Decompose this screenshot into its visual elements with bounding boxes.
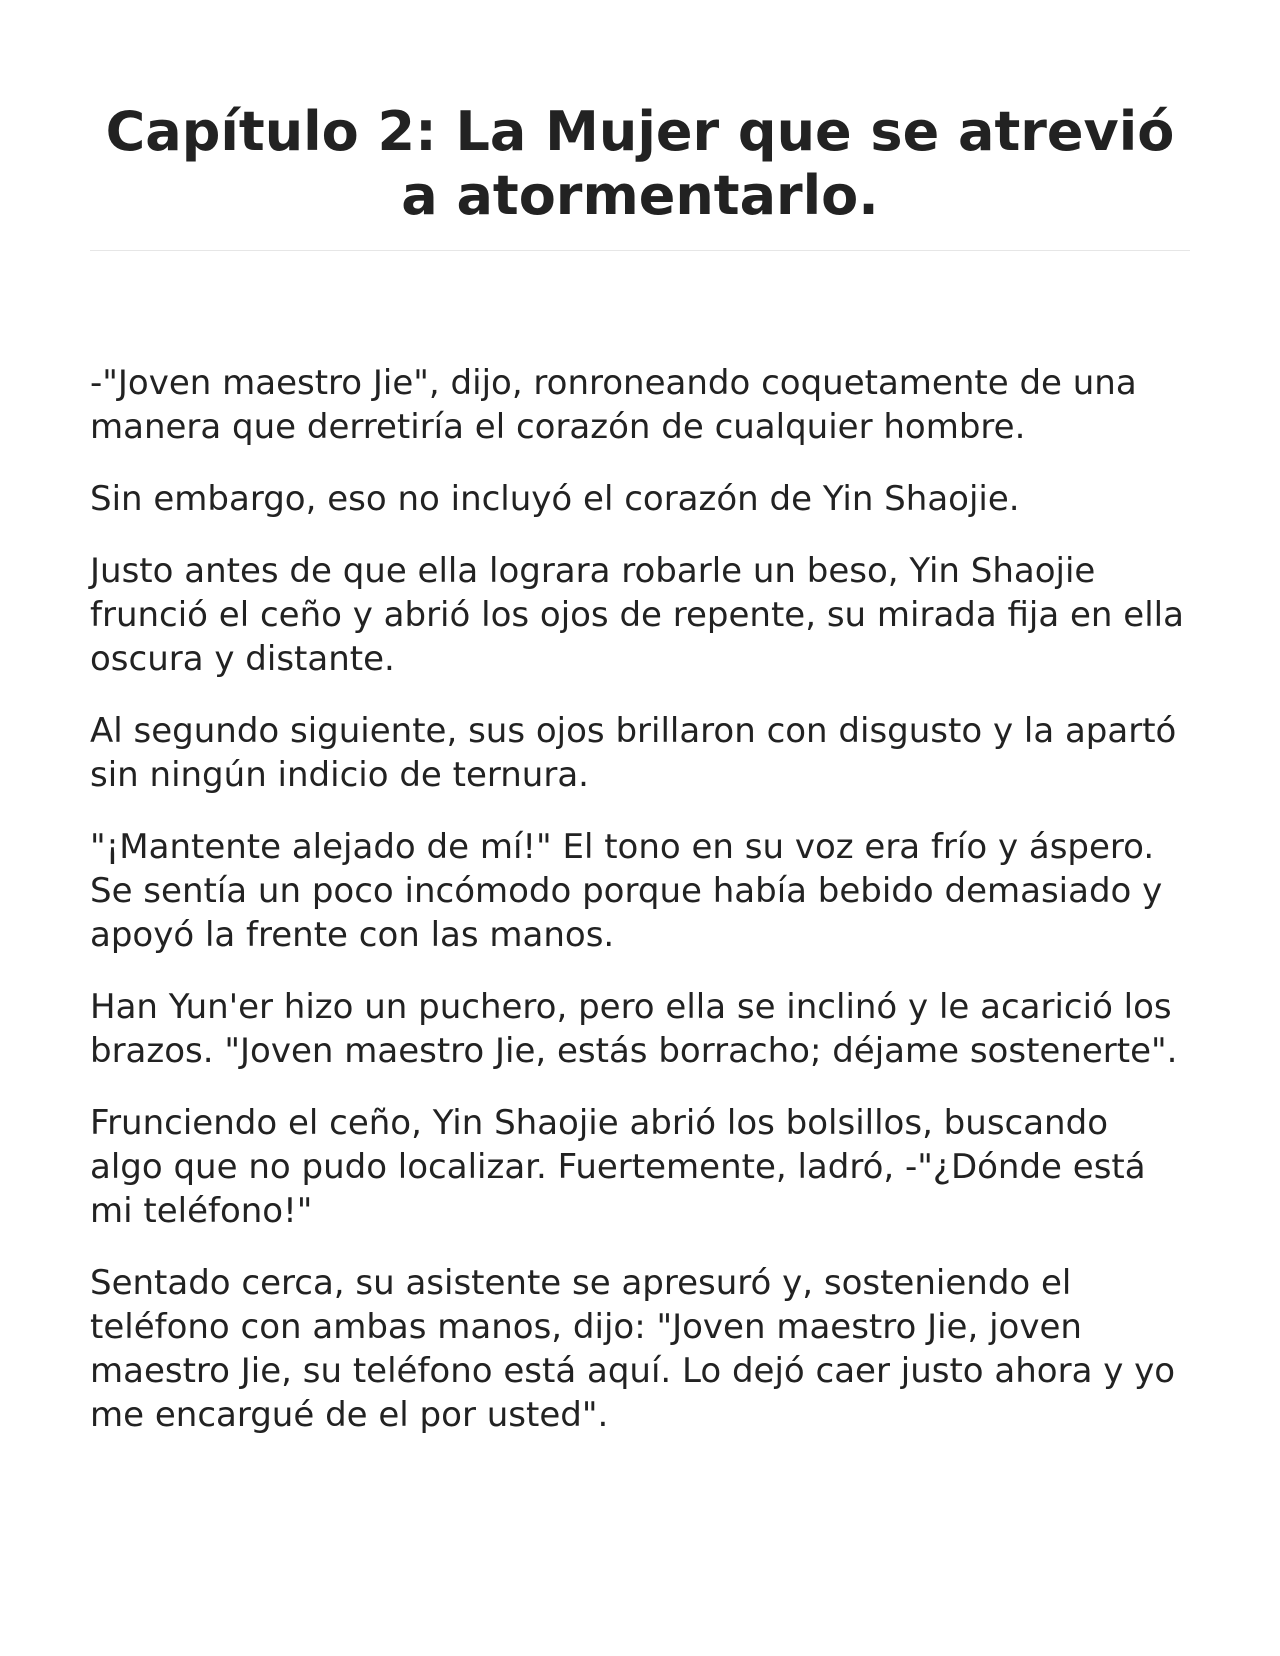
paragraph: Frunciendo el ceño, Yin Shaojie abrió los bolsillos, buscando algo que no pudo localizar. Fuertemente, ladró, -"¿Dónde está mi teléfono!" <box>90 1103 1146 1231</box>
title-divider <box>90 250 1190 251</box>
paragraph: Sin embargo, eso no incluyó el corazón de Yin Shaojie. <box>90 479 1020 519</box>
chapter-title: Capítulo 2: La Mujer que se atrevió a atormentarlo. <box>105 100 1175 227</box>
paragraph: -"Joven maestro Jie", dijo, ronroneando coquetamente de una manera que derretiría el corazón de cualquier hombre. <box>90 363 1137 447</box>
paragraph: Al segundo siguiente, sus ojos brillaron con disgusto y la apartó sin ningún indicio de ternura. <box>90 711 1177 795</box>
paragraph: Justo antes de que ella lograra robarle un beso, Yin Shaojie frunció el ceño y abrió los ojos de repente, su mirada fija en ella oscura y distante. <box>90 551 1184 679</box>
paragraph: Sentado cerca, su asistente se apresuró y, sosteniendo el teléfono con ambas manos, dijo: "Joven maestro Jie, joven maestro Jie, su teléfono está aquí. Lo dejó caer justo ahora y yo me encargué de el por usted". <box>90 1263 1176 1435</box>
chapter-body <box>90 361 1190 1437</box>
paragraph: Han Yun'er hizo un puchero, pero ella se inclinó y le acarició los brazos. "Joven maestro Jie, estás borracho; déjame sostenerte". <box>90 987 1178 1071</box>
paragraph: "¡Mantente alejado de mí!" El tono en su voz era frío y áspero. Se sentía un poco incómodo porque había bebido demasiado y apoyó la frente con las manos. <box>90 827 1163 955</box>
